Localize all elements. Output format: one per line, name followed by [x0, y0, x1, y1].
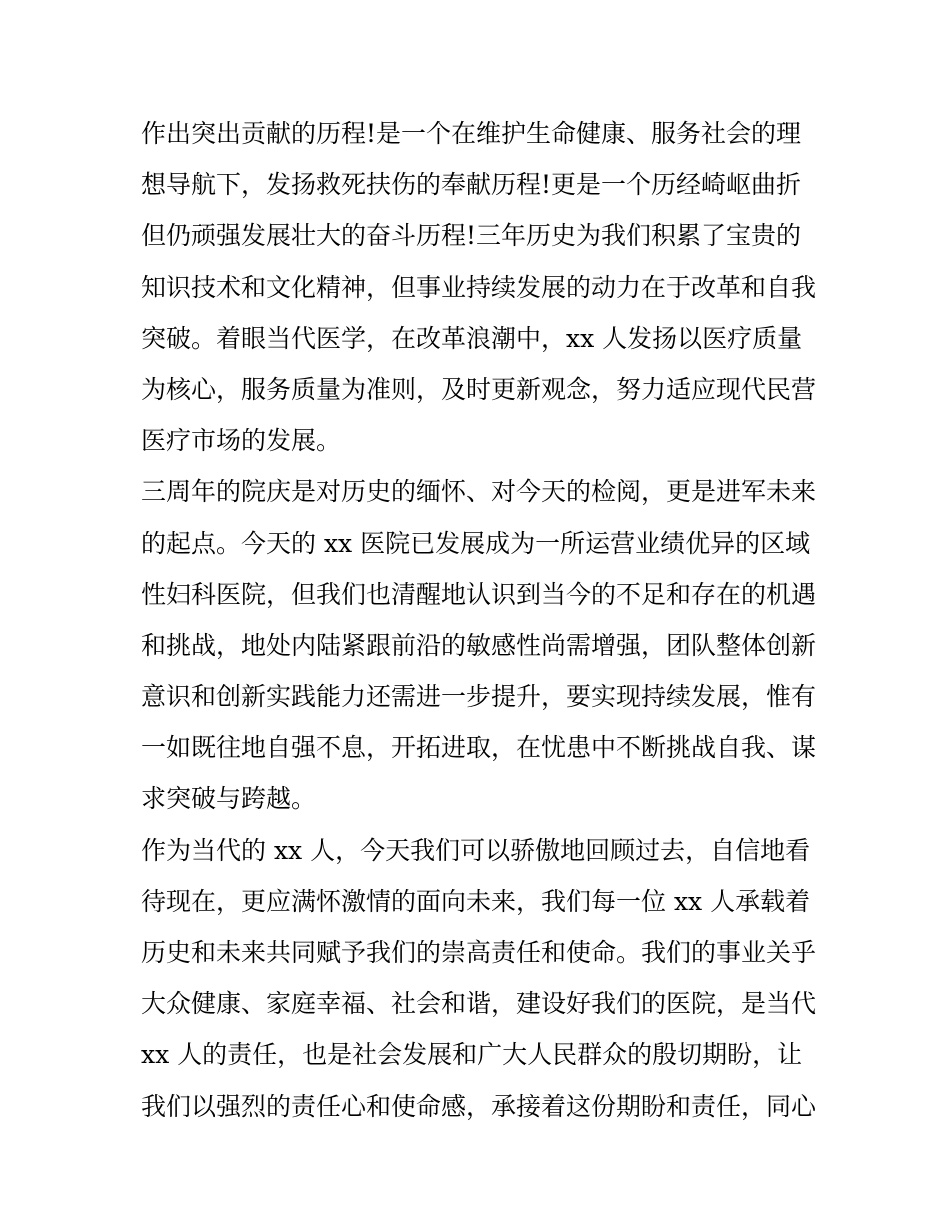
text-line: 和挑战，地处内陆紧跟前沿的敏感性尚需增强，团队整体创新 — [141, 630, 817, 660]
text-line: 想导航下，发扬救死扶伤的奉献历程!更是一个历经崎岖曲折 — [141, 170, 802, 200]
text-line: 意识和创新实践能力还需进一步提升，要实现持续发展，惟有 — [141, 682, 817, 712]
text-line: 的起点。今天的 xx 医院已发展成为一所运营业绩优异的区域 — [141, 528, 811, 558]
text-line: 我们以强烈的责任心和使命感，承接着这份期盼和责任，同心 — [141, 1091, 817, 1121]
text-line: 但仍顽强发展壮大的奋斗历程!三年历史为我们积累了宝贵的 — [141, 221, 802, 251]
text-line: 大众健康、家庭幸福、社会和谐，建设好我们的医院，是当代 — [141, 989, 817, 1019]
text-line: 突破。着眼当代医学，在改革浪潮中，xx 人发扬以医疗质量 — [141, 323, 803, 353]
body-text — [141, 108, 821, 1132]
text-line: 一如既往地自强不息，开拓进取，在忧患中不断挑战自我、谋 — [141, 733, 817, 763]
text-line: 历史和未来共同赋予我们的崇高责任和使命。我们的事业关乎 — [141, 938, 817, 967]
text-line: 知识技术和文化精神，但事业持续发展的动力在于改革和自我 — [141, 272, 817, 302]
text-line: 作为当代的 xx 人，今天我们可以骄傲地回顾过去，自信地看 — [141, 835, 811, 865]
text-line: 作出突出贡献的历程!是一个在维护生命健康、服务社会的理 — [141, 119, 802, 148]
text-line: 为核心，服务质量为准则，及时更新观念，努力适应现代民营 — [141, 374, 817, 404]
text-line: 待现在，更应满怀激情的面向未来，我们每一位 xx 人承载着 — [141, 886, 811, 916]
text-line: xx 人的责任，也是社会发展和广大人民群众的殷切期盼，让 — [141, 1040, 803, 1070]
text-line: 医疗市场的发展。 — [141, 426, 342, 456]
text-line: 求突破与跨越。 — [141, 784, 317, 814]
text-line: 三周年的院庆是对历史的缅怀、对今天的检阅，更是进军未来 — [141, 477, 817, 507]
text-line: 性妇科医院，但我们也清醒地认识到当今的不足和存在的机遇 — [141, 579, 817, 609]
